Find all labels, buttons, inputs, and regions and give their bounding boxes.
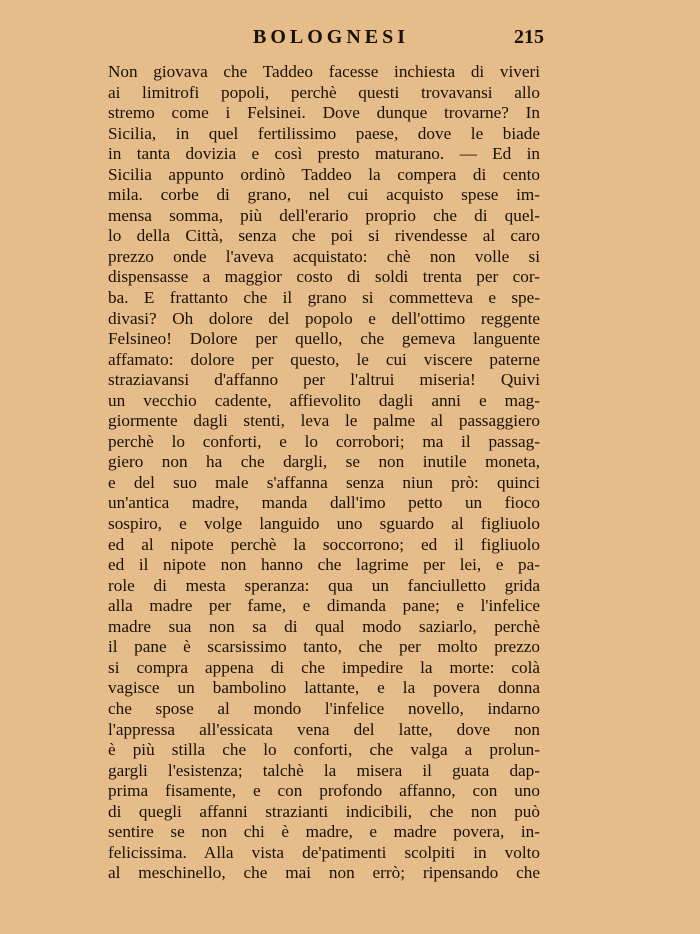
text-line: role di mesta speranza: qua un fanciulletto grida: [108, 575, 540, 595]
text-line: un vecchio cadente, affievolito dagli anni e mag-: [108, 390, 540, 410]
text-line: Felsineo! Dolore per quello, che gemeva languente: [108, 329, 540, 349]
text-line: alla madre per fame, e dimanda pane; e l'infelice: [108, 596, 540, 616]
text-line: stremo come i Felsinei. Dove dunque trovarne? In: [108, 103, 540, 123]
text-line: e del suo male s'affanna senza niun prò: quinci: [108, 472, 540, 492]
text-line: si compra appena di che impedire la morte: colà: [108, 657, 540, 677]
text-line: lo della Città, senza che poi si rivendesse al caro: [108, 226, 540, 246]
text-line: prima fisamente, e con profondo affanno, con uno: [108, 781, 540, 801]
text-line: Non giovava che Taddeo facesse inchiesta di viveri: [108, 62, 540, 81]
body-text: [108, 62, 540, 884]
text-line: madre sua non sa di qual modo saziarlo, perchè: [108, 616, 540, 636]
running-title: BOLOGNESI: [253, 26, 410, 48]
text-line: giormente dagli stenti, leva le palme al passaggiero: [108, 411, 540, 431]
text-line: al meschinello, che mai non errò; ripensando che: [108, 863, 540, 883]
text-line: prezzo onde l'aveva acquistato: chè non volle si: [108, 246, 540, 266]
text-line: il pane è scarsissimo tanto, che per molto prezzo: [108, 637, 540, 657]
text-line: affamato: dolore per questo, le cui viscere paterne: [108, 349, 540, 369]
text-line: dispensasse a maggior costo di soldi trenta per cor-: [108, 267, 540, 287]
text-line: gargli l'esistenza; talchè la misera il guata dap-: [108, 760, 540, 780]
text-line: straziavansi d'affanno per l'altrui miseria! Quivi: [108, 370, 540, 390]
text-line: Sicilia appunto ordinò Taddeo la compera di cento: [108, 164, 540, 184]
text-line: ed il nipote non hanno che lagrime per lei, e pa-: [108, 555, 540, 575]
text-line: sentire se non chi è madre, e madre povera, in-: [108, 822, 540, 842]
text-line: l'appressa all'essicata vena del latte, dove non: [108, 719, 540, 739]
text-line: Sicilia, in quel fertilissimo paese, dove le biade: [108, 123, 540, 143]
text-line: ba. E frattanto che il grano si commetteva e spe-: [108, 288, 540, 308]
text-line: mensa somma, più dell'erario proprio che di quel-: [108, 205, 540, 225]
text-line: un'antica madre, manda dall'imo petto un fioco: [108, 493, 540, 513]
text-line: divasi? Oh dolore del popolo e dell'ottimo reggente: [108, 308, 540, 328]
text-line: giero non ha che dargli, se non inutile moneta,: [108, 452, 540, 472]
page-number: 215: [514, 26, 544, 48]
text-line: vagisce un bambolino lattante, e la povera donna: [108, 678, 540, 698]
text-line: in tanta dovizia e così presto maturano. — Ed in: [108, 144, 540, 164]
page-header: [108, 26, 544, 52]
text-line: sospiro, e volge languido uno sguardo al figliuolo: [108, 514, 540, 534]
text-line: perchè lo conforti, e lo corrobori; ma il passag-: [108, 431, 540, 451]
text-line: ai limitrofi popoli, perchè questi trovavansi allo: [108, 82, 540, 102]
text-line: che spose al mondo l'infelice novello, indarno: [108, 698, 540, 718]
text-line: mila. corbe di grano, nel cui acquisto spese im-: [108, 185, 540, 205]
text-line: di quegli affanni strazianti indicibili, che non può: [108, 801, 540, 821]
text-line: ed al nipote perchè la soccorrono; ed il figliuolo: [108, 534, 540, 554]
text-line: felicissima. Alla vista de'patimenti scolpiti in volto: [108, 842, 540, 862]
text-line: è più stilla che lo conforti, che valga a prolun-: [108, 740, 540, 760]
